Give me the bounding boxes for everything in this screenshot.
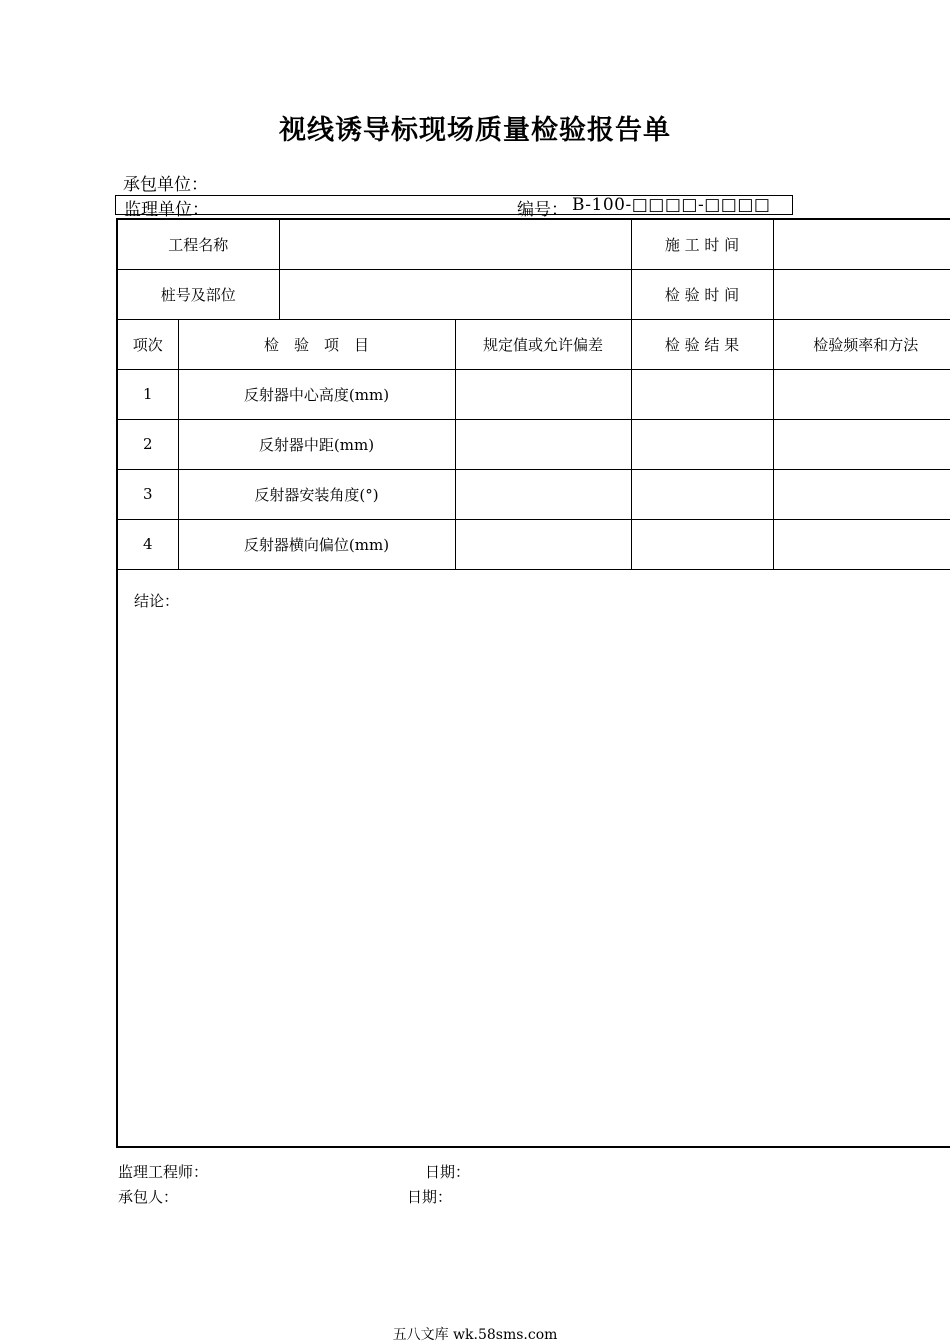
item-method-field[interactable] <box>773 419 950 469</box>
table-row <box>117 469 950 519</box>
item-method-field[interactable] <box>773 469 950 519</box>
item-method-field[interactable] <box>773 519 950 569</box>
project-name-field[interactable] <box>279 219 631 269</box>
page-title: 视线诱导标现场质量检验报告单 <box>279 115 671 146</box>
watermark-text: 五八文库 wk.58sms.com <box>392 1327 558 1343</box>
project-name-label: 工程名称 <box>117 219 279 269</box>
project-name-row <box>117 219 950 269</box>
table-row <box>117 519 950 569</box>
item-name: 反射器中距(mm) <box>178 419 455 469</box>
conclusion-field[interactable] <box>117 569 950 1147</box>
item-no: 1 <box>117 369 178 419</box>
construction-time-label: 施 工 时 间 <box>631 219 773 269</box>
item-no: 2 <box>117 419 178 469</box>
contractor-date-label: 日期： <box>407 1188 453 1206</box>
station-location-row <box>117 269 950 319</box>
table-row <box>117 419 950 469</box>
item-result-field[interactable] <box>631 519 773 569</box>
column-header-spec: 规定值或允许偏差 <box>455 319 631 369</box>
item-spec-field[interactable] <box>455 369 631 419</box>
inspection-time-label: 检 验 时 间 <box>631 269 773 319</box>
construction-time-field[interactable] <box>773 219 950 269</box>
inspection-time-field[interactable] <box>773 269 950 319</box>
code-value: B-100-□□□□-□□□□ <box>572 195 771 215</box>
item-spec-field[interactable] <box>455 519 631 569</box>
item-method-field[interactable] <box>773 369 950 419</box>
column-header-result: 检 验 结 果 <box>631 319 773 369</box>
column-header-row <box>117 319 950 369</box>
item-name: 反射器安装角度(°) <box>178 469 455 519</box>
code-label: 编号： <box>517 200 568 220</box>
column-header-no: 项次 <box>117 319 178 369</box>
supervisor-label: 监理单位： <box>124 200 209 220</box>
table-row <box>117 369 950 419</box>
contractor-signature-label: 承包人： <box>118 1188 179 1206</box>
column-header-method: 检验频率和方法 <box>773 319 950 369</box>
conclusion-label: 结论： <box>134 591 180 610</box>
conclusion-row <box>117 569 950 1147</box>
station-location-field[interactable] <box>279 269 631 319</box>
item-name: 反射器横向偏位(mm) <box>178 519 455 569</box>
contractor-label: 承包单位： <box>123 175 208 195</box>
item-no: 4 <box>117 519 178 569</box>
item-spec-field[interactable] <box>455 419 631 469</box>
supervisor-code-row <box>115 195 793 220</box>
item-result-field[interactable] <box>631 369 773 419</box>
inspection-form-table <box>116 218 950 1148</box>
column-header-item: 检 验 项 目 <box>178 319 455 369</box>
engineer-date-label: 日期： <box>425 1163 471 1181</box>
item-name: 反射器中心高度(mm) <box>178 369 455 419</box>
item-result-field[interactable] <box>631 469 773 519</box>
engineer-signature-label: 监理工程师： <box>118 1163 209 1181</box>
station-location-label: 桩号及部位 <box>117 269 279 319</box>
item-spec-field[interactable] <box>455 469 631 519</box>
item-result-field[interactable] <box>631 419 773 469</box>
item-no: 3 <box>117 469 178 519</box>
